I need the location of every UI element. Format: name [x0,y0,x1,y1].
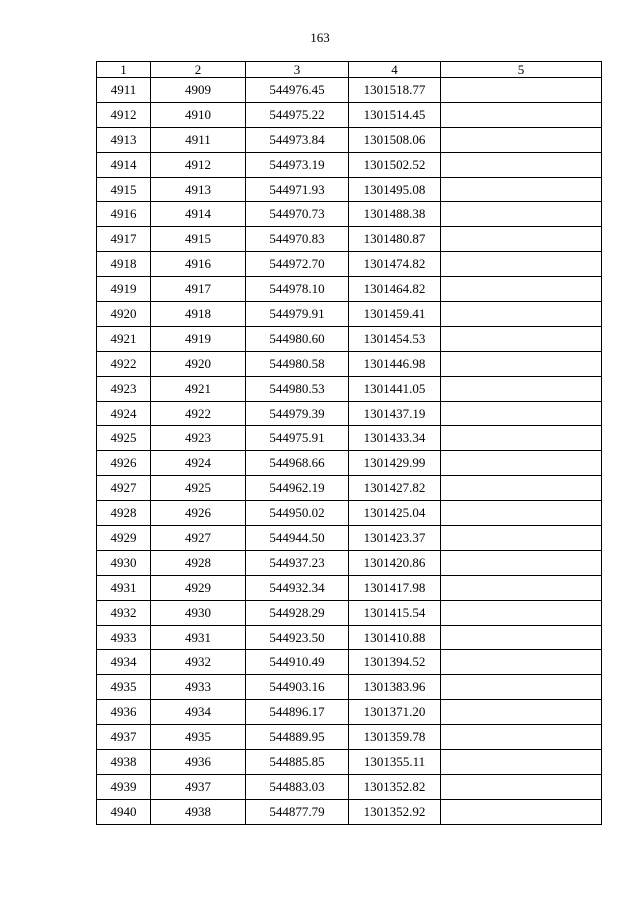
x-coordinate-cell: 544980.53 [246,376,349,401]
notes-cell [441,202,602,227]
notes-cell [441,725,602,750]
point-number-cell: 4917 [97,227,151,252]
point-number-cell: 4932 [97,600,151,625]
point-number-cell: 4912 [97,102,151,127]
table-row [97,451,602,476]
table-row [97,650,602,675]
y-coordinate-cell: 1301352.82 [349,774,441,799]
prev-point-cell: 4915 [151,227,246,252]
table-row [97,750,602,775]
prev-point-cell: 4924 [151,451,246,476]
point-number-cell: 4916 [97,202,151,227]
x-coordinate-cell: 544975.91 [246,426,349,451]
point-number-cell: 4919 [97,277,151,302]
y-coordinate-cell: 1301359.78 [349,725,441,750]
y-coordinate-cell: 1301459.41 [349,302,441,327]
table-row [97,600,602,625]
prev-point-cell: 4909 [151,78,246,103]
table-row [97,675,602,700]
table-row [97,252,602,277]
point-number-cell: 4918 [97,252,151,277]
point-number-cell: 4923 [97,376,151,401]
prev-point-cell: 4917 [151,277,246,302]
notes-cell [441,152,602,177]
table-header [97,62,602,78]
point-number-cell: 4929 [97,526,151,551]
y-coordinate-cell: 1301441.05 [349,376,441,401]
point-number-cell: 4933 [97,625,151,650]
table-row [97,401,602,426]
y-coordinate-cell: 1301508.06 [349,127,441,152]
point-number-cell: 4920 [97,302,151,327]
point-number-cell: 4937 [97,725,151,750]
prev-point-cell: 4930 [151,600,246,625]
prev-point-cell: 4932 [151,650,246,675]
table-row [97,102,602,127]
prev-point-cell: 4933 [151,675,246,700]
point-number-cell: 4928 [97,501,151,526]
prev-point-cell: 4925 [151,476,246,501]
table-row [97,476,602,501]
point-number-cell: 4935 [97,675,151,700]
x-coordinate-cell: 544973.19 [246,152,349,177]
table-row [97,550,602,575]
prev-point-cell: 4921 [151,376,246,401]
point-number-cell: 4927 [97,476,151,501]
notes-cell [441,600,602,625]
y-coordinate-cell: 1301425.04 [349,501,441,526]
prev-point-cell: 4914 [151,202,246,227]
y-coordinate-cell: 1301420.86 [349,550,441,575]
x-coordinate-cell: 544980.60 [246,326,349,351]
table-row [97,277,602,302]
x-coordinate-cell: 544944.50 [246,526,349,551]
header-row [97,62,602,78]
x-coordinate-cell: 544885.85 [246,750,349,775]
prev-point-cell: 4913 [151,177,246,202]
x-coordinate-cell: 544896.17 [246,700,349,725]
y-coordinate-cell: 1301415.54 [349,600,441,625]
prev-point-cell: 4910 [151,102,246,127]
point-number-cell: 4936 [97,700,151,725]
notes-cell [441,177,602,202]
notes-cell [441,799,602,824]
point-number-cell: 4922 [97,351,151,376]
notes-cell [441,376,602,401]
x-coordinate-cell: 544979.91 [246,302,349,327]
x-coordinate-cell: 544962.19 [246,476,349,501]
y-coordinate-cell: 1301410.88 [349,625,441,650]
prev-point-cell: 4918 [151,302,246,327]
notes-cell [441,750,602,775]
y-coordinate-cell: 1301518.77 [349,78,441,103]
table-row [97,501,602,526]
y-coordinate-cell: 1301429.99 [349,451,441,476]
table-row [97,202,602,227]
notes-cell [441,675,602,700]
table-body [97,78,602,825]
point-number-cell: 4924 [97,401,151,426]
y-coordinate-cell: 1301417.98 [349,575,441,600]
notes-cell [441,426,602,451]
prev-point-cell: 4919 [151,326,246,351]
prev-point-cell: 4928 [151,550,246,575]
table-row [97,351,602,376]
point-number-cell: 4911 [97,78,151,103]
point-number-cell: 4930 [97,550,151,575]
table-row [97,575,602,600]
prev-point-cell: 4911 [151,127,246,152]
prev-point-cell: 4912 [151,152,246,177]
notes-cell [441,476,602,501]
table-row [97,302,602,327]
x-coordinate-cell: 544971.93 [246,177,349,202]
x-coordinate-cell: 544975.22 [246,102,349,127]
table-row [97,526,602,551]
table-row [97,152,602,177]
notes-cell [441,700,602,725]
prev-point-cell: 4937 [151,774,246,799]
prev-point-cell: 4936 [151,750,246,775]
notes-cell [441,575,602,600]
x-coordinate-cell: 544976.45 [246,78,349,103]
x-coordinate-cell: 544973.84 [246,127,349,152]
y-coordinate-cell: 1301371.20 [349,700,441,725]
page-number: 163 [310,30,330,45]
column-header-5: 5 [441,62,602,78]
prev-point-cell: 4935 [151,725,246,750]
x-coordinate-cell: 544970.83 [246,227,349,252]
notes-cell [441,326,602,351]
x-coordinate-cell: 544972.70 [246,252,349,277]
table-row [97,177,602,202]
y-coordinate-cell: 1301502.52 [349,152,441,177]
y-coordinate-cell: 1301488.38 [349,202,441,227]
point-number-cell: 4925 [97,426,151,451]
point-number-cell: 4939 [97,774,151,799]
table-row [97,799,602,824]
x-coordinate-cell: 544877.79 [246,799,349,824]
notes-cell [441,102,602,127]
x-coordinate-cell: 544980.58 [246,351,349,376]
column-header-1: 1 [97,62,151,78]
table-row [97,700,602,725]
notes-cell [441,501,602,526]
notes-cell [441,550,602,575]
y-coordinate-cell: 1301514.45 [349,102,441,127]
prev-point-cell: 4926 [151,501,246,526]
y-coordinate-cell: 1301446.98 [349,351,441,376]
y-coordinate-cell: 1301480.87 [349,227,441,252]
point-number-cell: 4921 [97,326,151,351]
table-row [97,227,602,252]
column-header-3: 3 [246,62,349,78]
table-row [97,326,602,351]
point-number-cell: 4940 [97,799,151,824]
y-coordinate-cell: 1301427.82 [349,476,441,501]
y-coordinate-cell: 1301383.96 [349,675,441,700]
point-number-cell: 4915 [97,177,151,202]
notes-cell [441,650,602,675]
column-header-4: 4 [349,62,441,78]
y-coordinate-cell: 1301394.52 [349,650,441,675]
notes-cell [441,526,602,551]
notes-cell [441,774,602,799]
prev-point-cell: 4916 [151,252,246,277]
notes-cell [441,252,602,277]
notes-cell [441,78,602,103]
prev-point-cell: 4929 [151,575,246,600]
point-number-cell: 4931 [97,575,151,600]
coordinates-table [96,61,602,825]
x-coordinate-cell: 544903.16 [246,675,349,700]
y-coordinate-cell: 1301495.08 [349,177,441,202]
x-coordinate-cell: 544928.29 [246,600,349,625]
x-coordinate-cell: 544970.73 [246,202,349,227]
x-coordinate-cell: 544968.66 [246,451,349,476]
x-coordinate-cell: 544979.39 [246,401,349,426]
x-coordinate-cell: 544889.95 [246,725,349,750]
table-row [97,78,602,103]
y-coordinate-cell: 1301474.82 [349,252,441,277]
table-row [97,774,602,799]
y-coordinate-cell: 1301464.82 [349,277,441,302]
notes-cell [441,227,602,252]
prev-point-cell: 4922 [151,401,246,426]
table-row [97,426,602,451]
y-coordinate-cell: 1301454.53 [349,326,441,351]
x-coordinate-cell: 544950.02 [246,501,349,526]
y-coordinate-cell: 1301437.19 [349,401,441,426]
x-coordinate-cell: 544932.34 [246,575,349,600]
prev-point-cell: 4927 [151,526,246,551]
y-coordinate-cell: 1301433.34 [349,426,441,451]
table-row [97,376,602,401]
prev-point-cell: 4931 [151,625,246,650]
x-coordinate-cell: 544978.10 [246,277,349,302]
column-header-2: 2 [151,62,246,78]
table-row [97,625,602,650]
table-row [97,127,602,152]
prev-point-cell: 4934 [151,700,246,725]
notes-cell [441,625,602,650]
notes-cell [441,302,602,327]
prev-point-cell: 4920 [151,351,246,376]
x-coordinate-cell: 544923.50 [246,625,349,650]
y-coordinate-cell: 1301355.11 [349,750,441,775]
point-number-cell: 4926 [97,451,151,476]
y-coordinate-cell: 1301352.92 [349,799,441,824]
prev-point-cell: 4938 [151,799,246,824]
notes-cell [441,127,602,152]
prev-point-cell: 4923 [151,426,246,451]
notes-cell [441,401,602,426]
point-number-cell: 4914 [97,152,151,177]
x-coordinate-cell: 544910.49 [246,650,349,675]
y-coordinate-cell: 1301423.37 [349,526,441,551]
x-coordinate-cell: 544937.23 [246,550,349,575]
point-number-cell: 4934 [97,650,151,675]
notes-cell [441,351,602,376]
x-coordinate-cell: 544883.03 [246,774,349,799]
notes-cell [441,277,602,302]
point-number-cell: 4913 [97,127,151,152]
point-number-cell: 4938 [97,750,151,775]
notes-cell [441,451,602,476]
table-row [97,725,602,750]
